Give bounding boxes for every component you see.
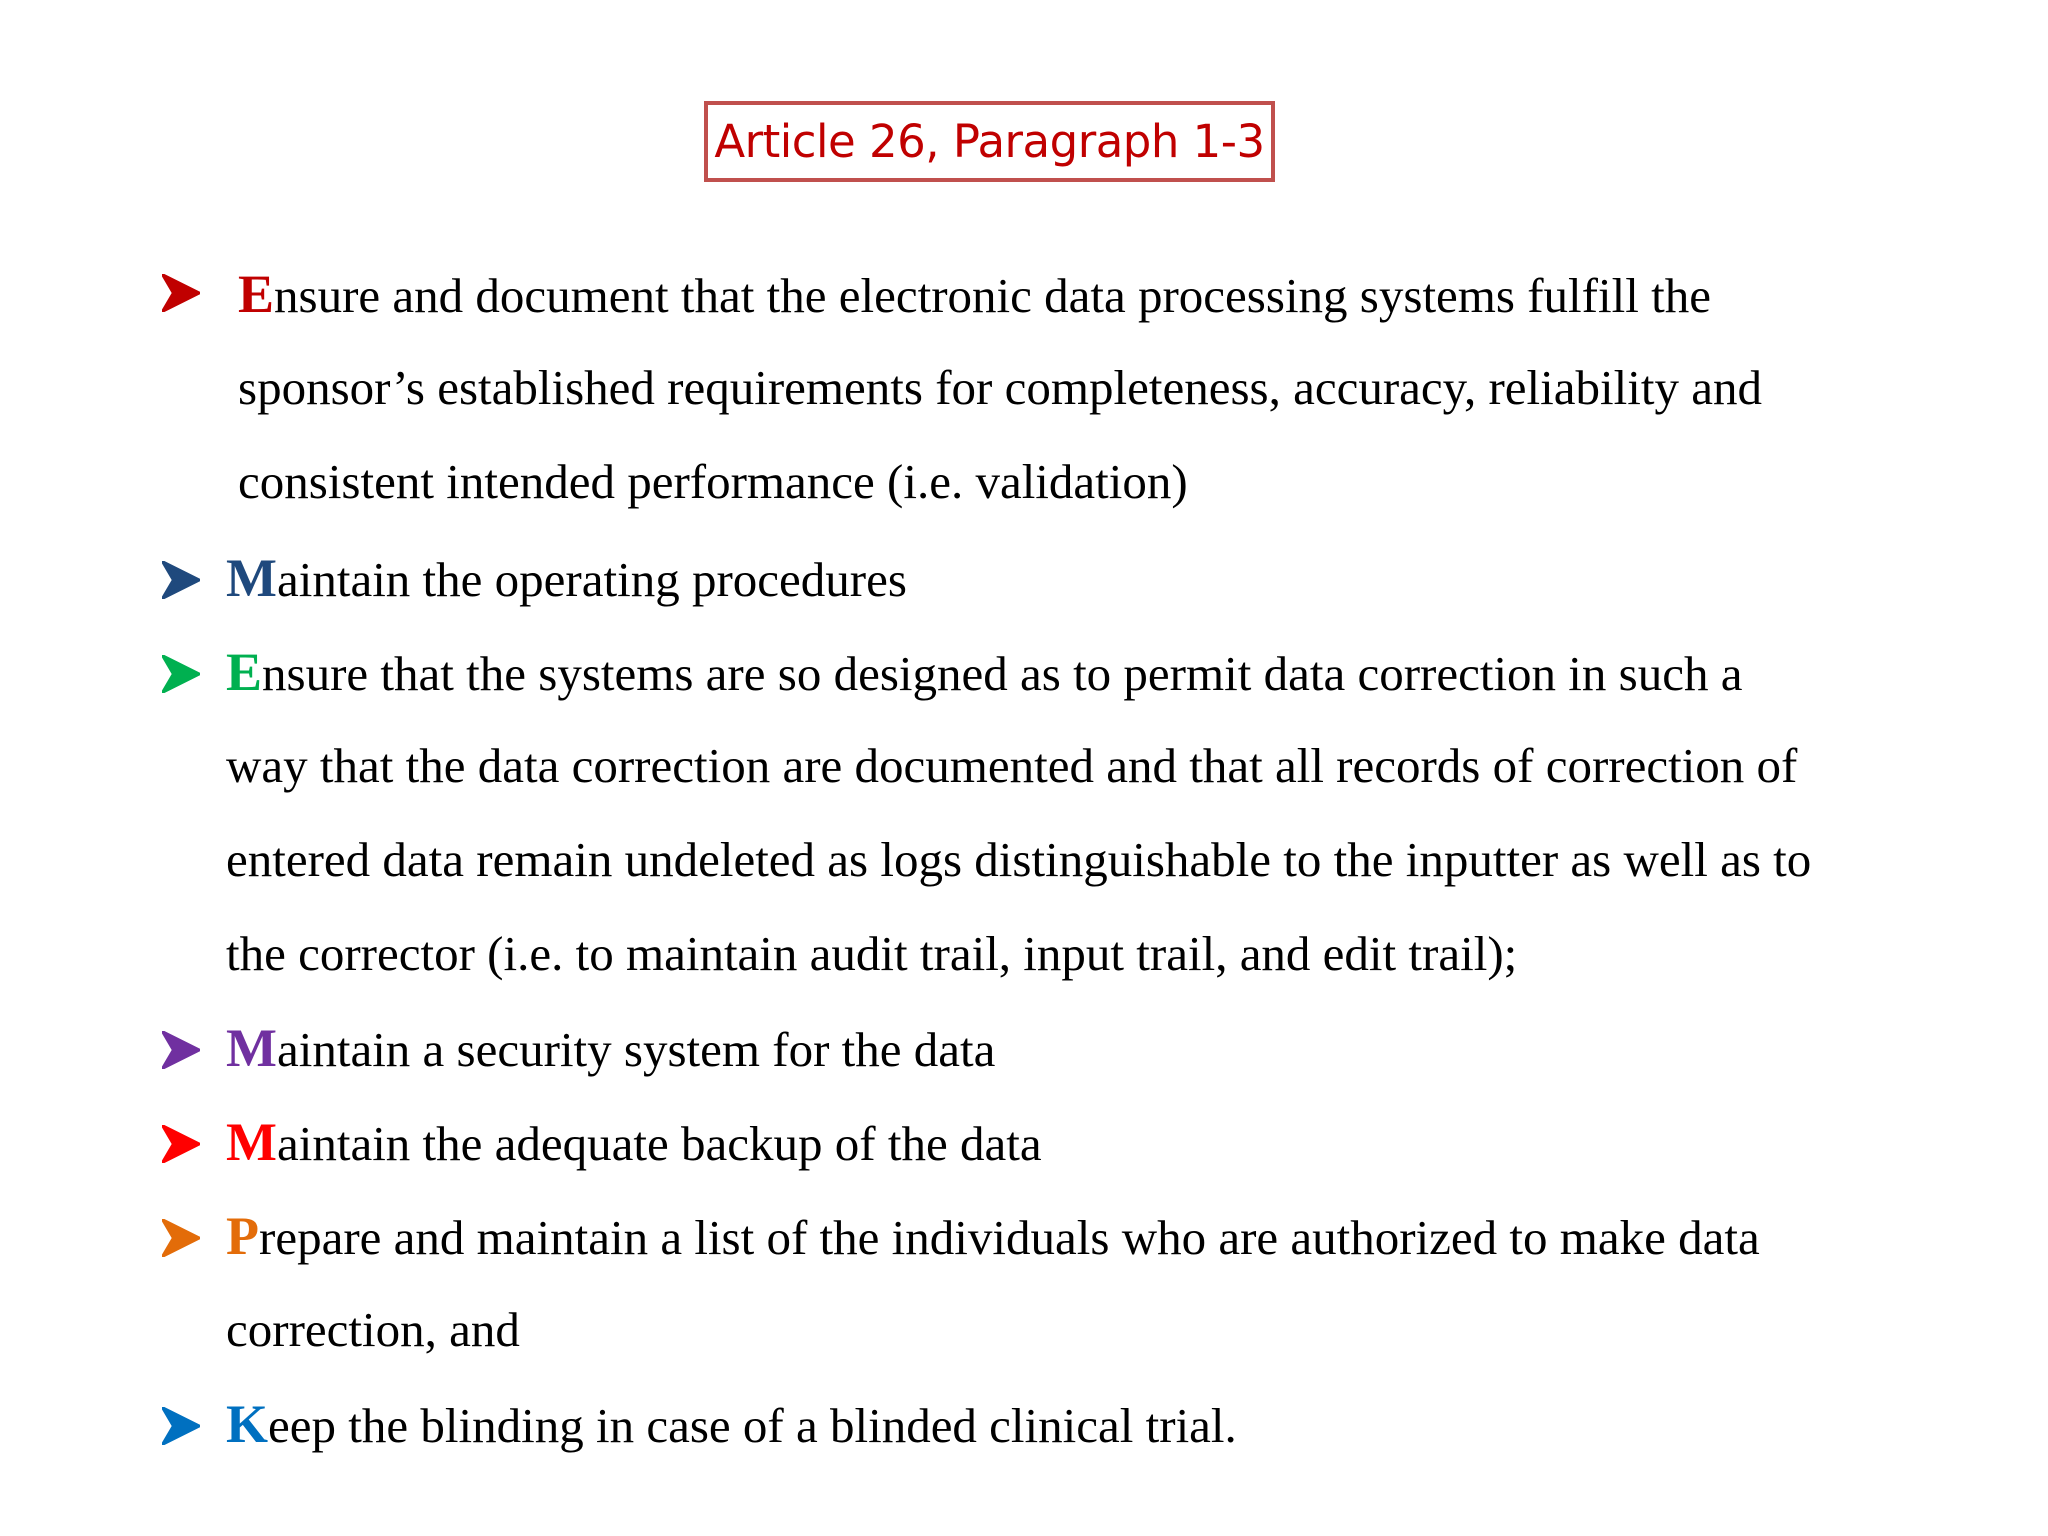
item-initial: K [226, 1394, 269, 1454]
arrowhead-bullet-icon [162, 1219, 200, 1257]
item-initial: M [226, 548, 277, 608]
item-text: eep the blinding in case of a blinded clinical trial. [268, 1398, 1237, 1453]
item-text: repare and maintain a list of the individuals who are authorized to make data [259, 1210, 1760, 1265]
arrowhead-bullet-icon [162, 1125, 200, 1163]
item-text: nsure and document that the electronic data processing systems fulfill the [274, 268, 1711, 323]
item-line [226, 642, 1743, 704]
item-initial: P [226, 1206, 259, 1266]
item-line [226, 548, 907, 610]
item-line: consistent intended performance (i.e. validation) [238, 454, 1188, 509]
slide-title: Article 26, Paragraph 1-3 [714, 115, 1265, 168]
item-initial: E [238, 264, 275, 324]
item-line: way that the data correction are documented and that all records of correction of [226, 738, 1798, 793]
item-initial: M [226, 1018, 277, 1078]
item-line: the corrector (i.e. to maintain audit trail, input trail, and edit trail); [226, 926, 1518, 981]
item-text: nsure that the systems are so designed as to permit data correction in such a [262, 646, 1743, 701]
item-line [226, 1112, 1042, 1174]
arrowhead-bullet-icon [162, 274, 200, 312]
item-line: correction, and [226, 1302, 520, 1357]
item-text: aintain a security system for the data [276, 1022, 996, 1077]
item-initial: E [226, 642, 263, 702]
arrowhead-bullet-icon [162, 1407, 200, 1445]
arrowhead-bullet-icon [162, 561, 200, 599]
arrowhead-bullet-icon [162, 1031, 200, 1069]
item-text: aintain the operating procedures [276, 552, 907, 607]
item-line [226, 1018, 995, 1080]
item-initial: M [226, 1112, 277, 1172]
item-line: sponsor’s established requirements for completeness, accuracy, reliability and [238, 360, 1762, 415]
item-line [226, 1206, 1760, 1268]
title-box [704, 101, 1275, 182]
arrowhead-bullet-icon [162, 655, 200, 693]
item-line [226, 1394, 1237, 1456]
item-line: entered data remain undeleted as logs distinguishable to the inputter as well as to [226, 832, 1812, 887]
item-line [238, 264, 1711, 326]
item-text: aintain the adequate backup of the data [276, 1116, 1042, 1171]
